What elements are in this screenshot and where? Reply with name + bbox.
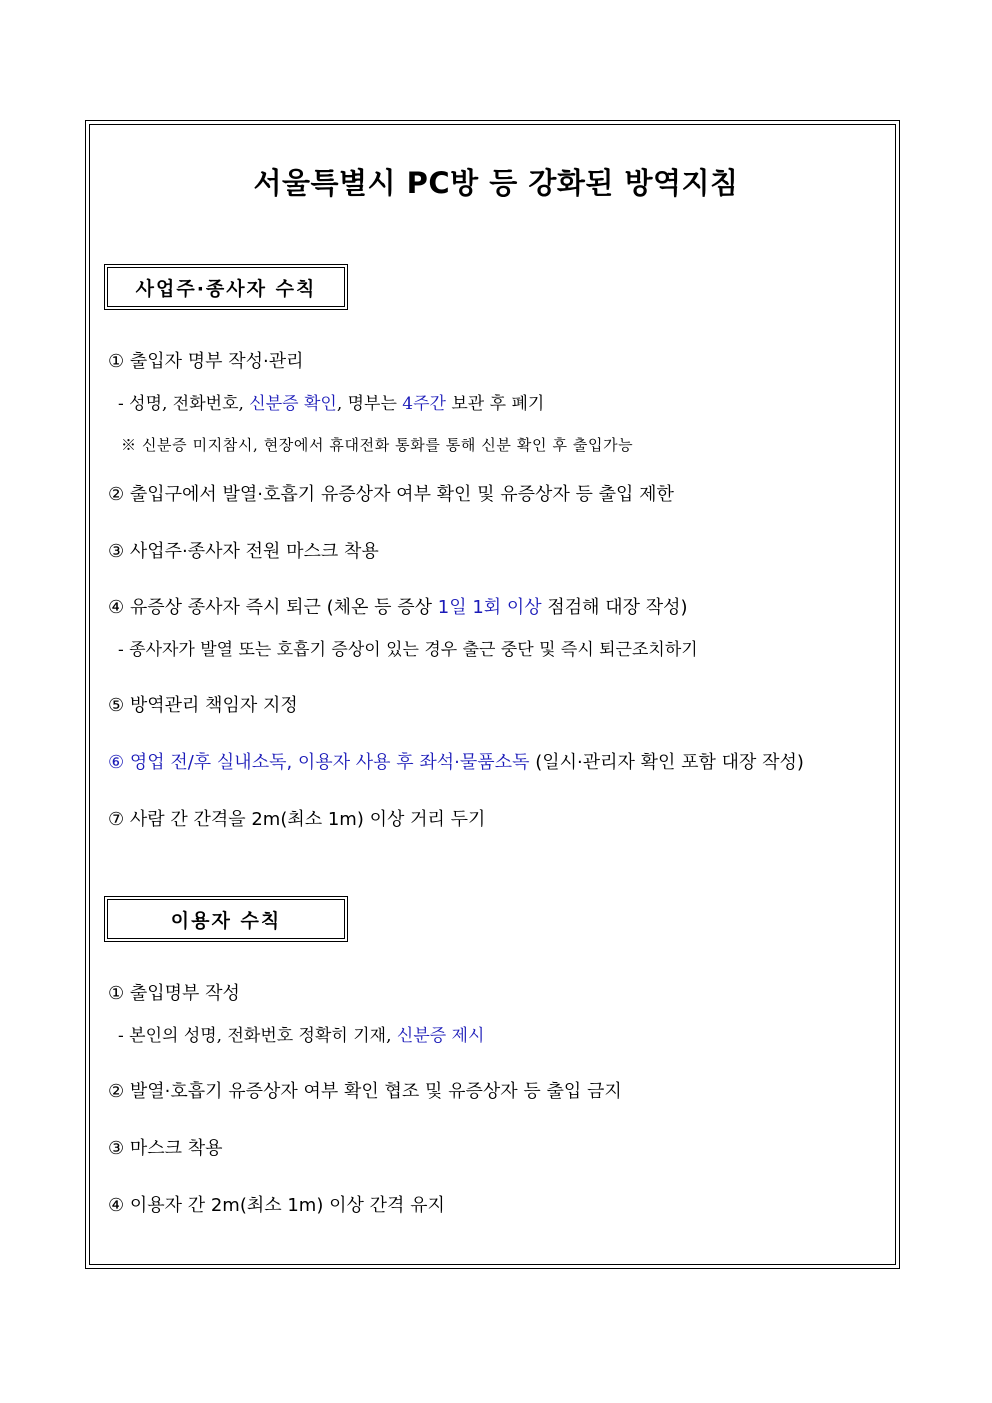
operator-rule-3: ③ 사업주·종사자 전원 마스크 착용	[108, 541, 379, 562]
section-heading-box-operators	[104, 264, 348, 310]
user-rule-4: ④ 이용자 간 2m(최소 1m) 이상 간격 유지	[108, 1195, 445, 1216]
detail-text: - 성명, 전화번호,	[118, 394, 250, 414]
user-rule-3: ③ 마스크 착용	[108, 1138, 223, 1159]
detail-text: 보관 후 폐기	[445, 394, 545, 414]
id-present-highlight: 신분증 제시	[396, 1026, 485, 1046]
detail-text: , 명부는	[336, 394, 403, 414]
user-rule-1: ① 출입명부 작성	[108, 983, 240, 1004]
user-rule-2: ② 발열·호흡기 유증상자 여부 확인 협조 및 유증상자 등 출입 금지	[108, 1081, 622, 1102]
operator-rule-2: ② 출입구에서 발열·호흡기 유증상자 여부 확인 및 유증상자 등 출입 제한	[108, 484, 674, 505]
operator-rule-1-note: ※ 신분증 미지참시, 현장에서 휴대전화 통화를 통해 신분 확인 후 출입가능	[121, 436, 634, 454]
section-heading-users: 이용자 수칙	[107, 899, 345, 939]
section-heading-box-users	[104, 896, 348, 942]
id-check-highlight: 신분증 확인	[249, 394, 337, 414]
retention-period-highlight: 4주간	[402, 394, 446, 414]
user-rule-1-detail	[118, 1023, 484, 1049]
operator-rule-4-detail: - 종사자가 발열 또는 호흡기 증상이 있는 경우 출근 중단 및 즉시 퇴근조치하기	[118, 640, 698, 660]
operator-rule-7: ⑦ 사람 간 간격을 2m(최소 1m) 이상 거리 두기	[108, 809, 486, 830]
rule-text: 점검해 대장 작성)	[541, 597, 688, 618]
operator-rule-6	[108, 750, 804, 776]
section-heading-operators: 사업주·종사자 수칙	[107, 267, 345, 307]
operator-rule-1-detail	[118, 391, 544, 417]
page-title: 서울특별시 PC방 등 강화된 방역지침	[253, 166, 739, 200]
operator-rule-1: ① 출입자 명부 작성·관리	[108, 351, 304, 372]
operator-rule-4	[108, 595, 688, 621]
operator-rule-5: ⑤ 방역관리 책임자 지정	[108, 695, 298, 716]
detail-text: - 본인의 성명, 전화번호 정확히 기재,	[118, 1026, 397, 1046]
check-frequency-highlight: 1일 1회 이상	[437, 597, 542, 618]
rule-text: ④ 유증상 종사자 즉시 퇴근 (체온 등 증상	[108, 597, 438, 618]
rule-text: (일시·관리자 확인 포함 대장 작성)	[529, 752, 804, 773]
disinfection-highlight: ⑥ 영업 전/후 실내소독, 이용자 사용 후 좌석·물품소독	[108, 752, 530, 773]
